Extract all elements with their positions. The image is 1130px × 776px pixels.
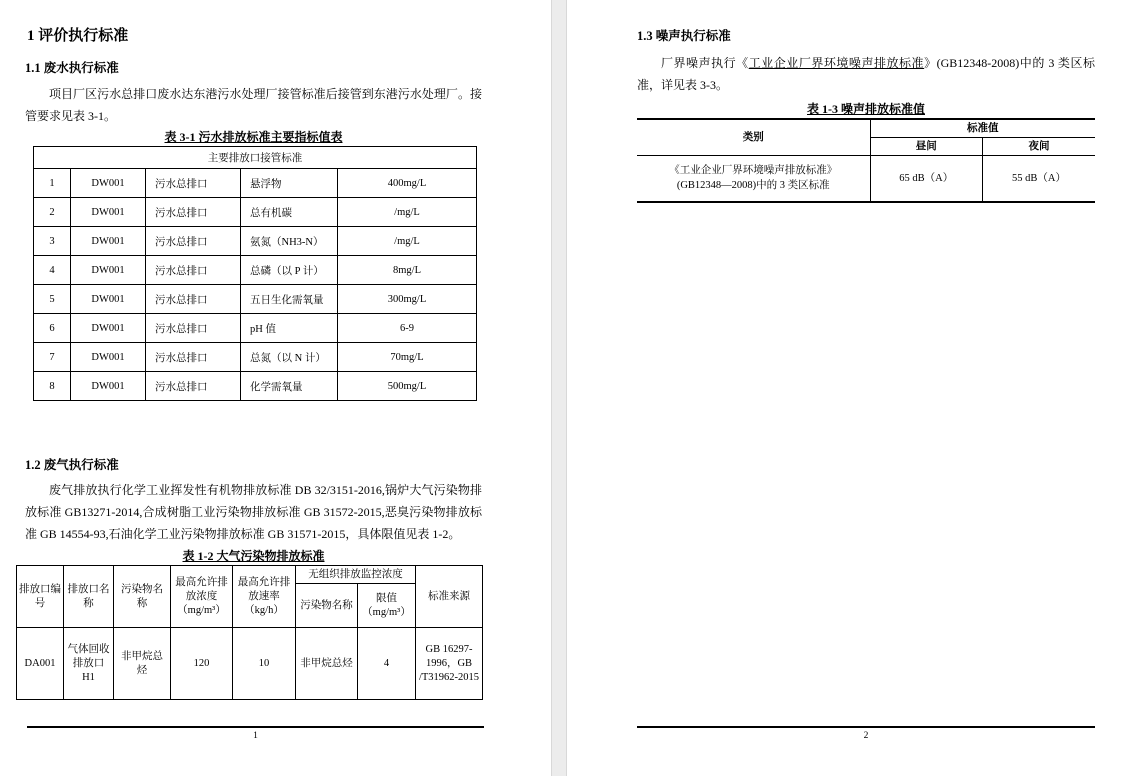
col-outlet-name: 排放口名称 bbox=[64, 566, 114, 628]
daytime-value: 65 dB（A） bbox=[870, 156, 983, 202]
section-1-3-paragraph: 厂界噪声执行《工业企业厂界环境噪声排放标准》(GB12348-2008)中的 3 类区标准，详见表 3-3。 bbox=[637, 56, 1095, 92]
page-footer bbox=[27, 726, 484, 743]
table-row: 6 DW001 污水总排口 pH 值 6-9 bbox=[34, 314, 477, 343]
col-category: 类别 bbox=[637, 119, 870, 156]
table-row bbox=[637, 156, 1095, 202]
page-number: 2 bbox=[863, 731, 869, 741]
table-1-3 bbox=[637, 118, 1095, 203]
col-nighttime: 夜间 bbox=[983, 138, 1096, 156]
footer-rule bbox=[27, 726, 484, 728]
col-pollutant: 污染物名称 bbox=[114, 566, 171, 628]
table-row: 3 DW001 污水总排口 氨氮（NH3-N） /mg/L bbox=[34, 227, 477, 256]
page-gap bbox=[551, 0, 567, 776]
table-header-row bbox=[17, 566, 483, 584]
table-row: 8 DW001 污水总排口 化学需氧量 500mg/L bbox=[34, 372, 477, 401]
col-fugitive-group: 无组织排放监控浓度 bbox=[296, 566, 416, 584]
nighttime-value: 55 dB（A） bbox=[1012, 172, 1066, 184]
col-max-rate: 最高允许排放速率（kg/h） bbox=[233, 566, 296, 628]
noise-category-cell: 《工业企业厂界环境噪声排放标准》 (GB12348—2008)中的 3 类区标准 bbox=[637, 156, 870, 202]
table-row: 4 DW001 污水总排口 总磷（以 P 计） 8mg/L bbox=[34, 256, 477, 285]
table-row: 2 DW001 污水总排口 总有机碳 /mg/L bbox=[34, 198, 477, 227]
col-standard-value: 标准值 bbox=[870, 119, 1095, 138]
table-row bbox=[34, 147, 477, 169]
table-1-2-title: 表 1-2 大气污染物排放标准 bbox=[182, 549, 325, 563]
section-1-2-paragraph: 废气排放执行化学工业挥发性有机物排放标准 DB 32/3151-2016,锅炉大气污染物排放标准 GB13271-2014,合成树脂工业污染物排放标准 GB 31572-2015,恶臭污染物排放标准 GB 14554-93,石油化学工业污染物排放标准 GB 31571-2015，具体限值见表 1-2。 bbox=[25, 483, 482, 541]
col-standard-source: 标准来源 bbox=[416, 566, 483, 628]
page-number: 1 bbox=[253, 731, 258, 741]
table-3-1-title: 表 3-1 污水排放标准主要指标值表 bbox=[164, 130, 343, 144]
footer-rule bbox=[637, 726, 1095, 728]
table-1-2 bbox=[16, 565, 483, 700]
table-3-1 bbox=[33, 146, 477, 401]
col-max-concentration: 最高允许排放浓度（mg/m³） bbox=[171, 566, 233, 628]
table-1-3-title: 表 1-3 噪声排放标准值 bbox=[807, 102, 925, 116]
col-daytime: 昼间 bbox=[870, 138, 983, 156]
col-outlet-no: 排放口编号 bbox=[17, 566, 64, 628]
section-1-1-paragraph: 项目厂区污水总排口废水达东港污水处理厂接管标准后接管到东港污水处理厂。接管要求见表 3-1。 bbox=[25, 87, 482, 123]
page-1 bbox=[0, 0, 551, 776]
col-fugitive-pollutant: 污染物名称 bbox=[296, 584, 358, 628]
section-heading-1-3: 1.3 噪声执行标准 bbox=[637, 29, 731, 43]
table-span-header: 主要排放口接管标准 bbox=[34, 147, 477, 169]
table-row: DA001 气体回收排放口 H1 非甲烷总烃 120 10 非甲烷总烃 4 GB 16297-1996，GB /T31962-2015 bbox=[17, 628, 483, 700]
section-heading-1-2: 1.2 废气执行标准 bbox=[25, 458, 119, 472]
cited-standard-name: 工业企业厂界环境噪声排放标准 bbox=[748, 56, 925, 70]
table-row: 1 DW001 污水总排口 悬浮物 400mg/L bbox=[34, 169, 477, 198]
section-heading-1-1: 1.1 废水执行标准 bbox=[25, 61, 119, 75]
chapter-heading: 1 评价执行标准 bbox=[27, 28, 129, 44]
page-footer bbox=[637, 726, 1095, 743]
col-fugitive-limit: 限值（mg/m³） bbox=[358, 584, 416, 628]
table-row: 5 DW001 污水总排口 五日生化需氧量 300mg/L bbox=[34, 285, 477, 314]
table-row: 7 DW001 污水总排口 总氮（以 N 计） 70mg/L bbox=[34, 343, 477, 372]
page-2 bbox=[567, 0, 1130, 776]
table-header-row bbox=[637, 119, 1095, 138]
